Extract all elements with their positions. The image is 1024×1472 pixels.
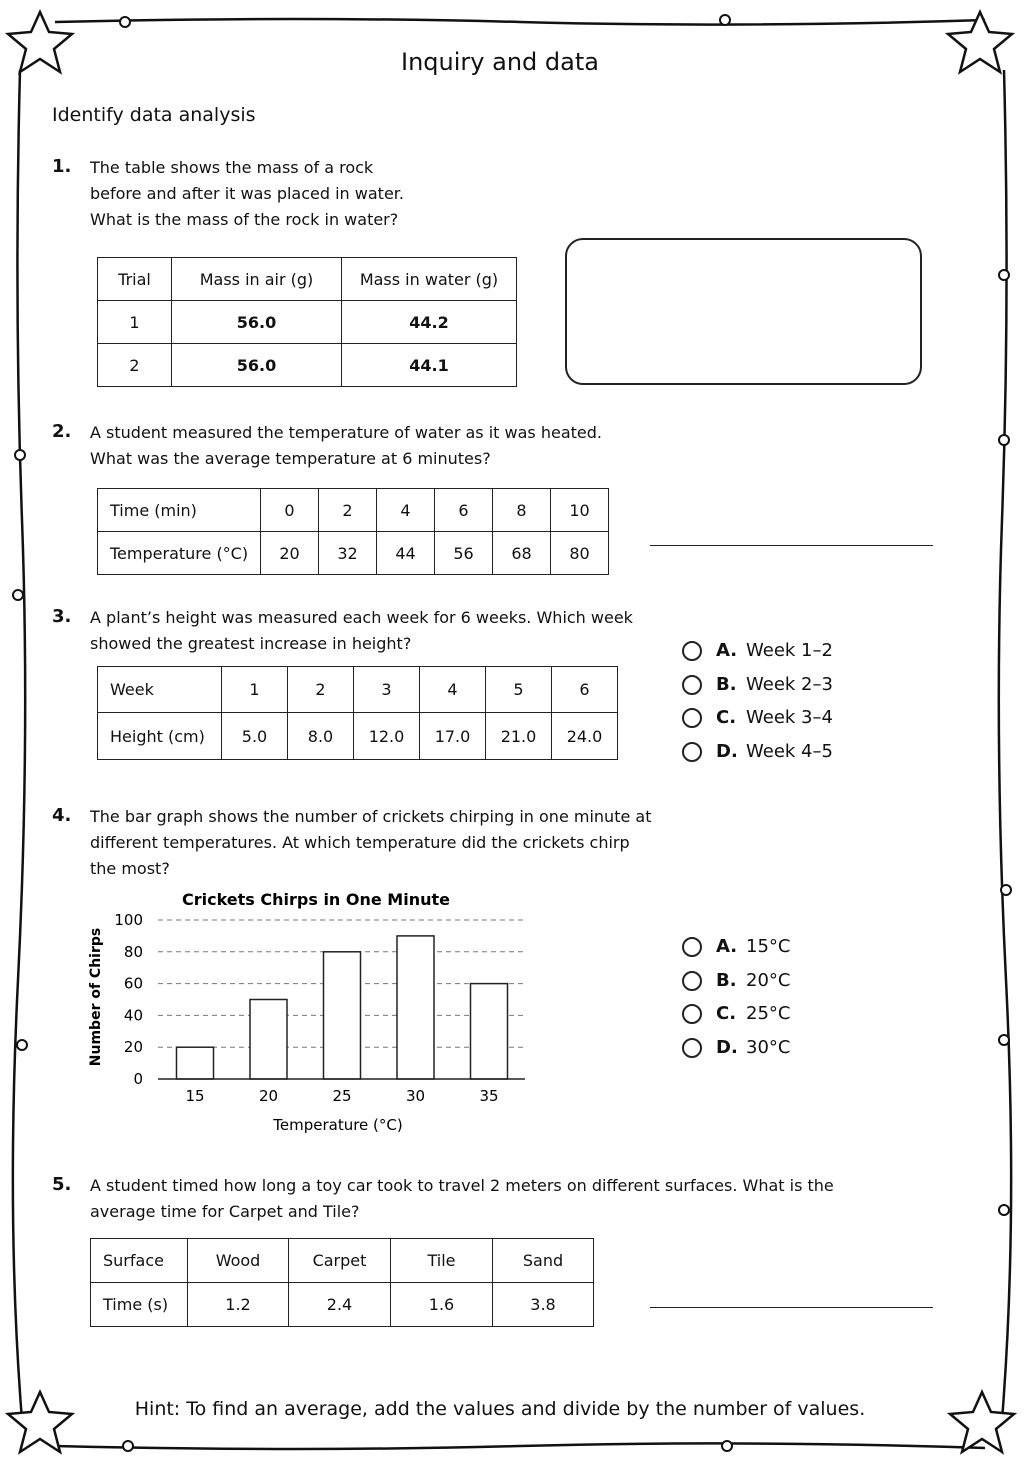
option-text: Week 3–4 bbox=[746, 707, 833, 728]
table-cell: 32 bbox=[319, 532, 377, 575]
q5-line: average time for Carpet and Tile? bbox=[90, 1202, 360, 1221]
y-axis-label: Number of Chirps bbox=[88, 927, 104, 1067]
table-cell: 2 bbox=[98, 344, 172, 387]
bar bbox=[397, 936, 434, 1079]
option-letter: B. bbox=[716, 674, 737, 695]
table-cell: 8.0 bbox=[288, 713, 354, 760]
hint-text: Hint: To find an average, add the values and divide by the number of values. bbox=[134, 1398, 866, 1420]
q3-line: A plant’s height was measured each week for 6 weeks. Which week bbox=[90, 608, 633, 627]
option-text: 20°C bbox=[746, 970, 791, 991]
radio-circle-icon[interactable] bbox=[682, 708, 702, 728]
radio-circle-icon[interactable] bbox=[682, 742, 702, 762]
y-tick-label: 100 bbox=[114, 911, 143, 929]
table-cell: 17.0 bbox=[420, 713, 486, 760]
q5-line: A student timed how long a toy car took to travel 2 meters on different surfaces. What is the bbox=[90, 1176, 834, 1195]
table-cell: 24.0 bbox=[552, 713, 618, 760]
radio-circle-icon[interactable] bbox=[682, 1004, 702, 1024]
q3-option-a[interactable] bbox=[682, 640, 833, 661]
table-cell: 20 bbox=[261, 532, 319, 575]
q1-line: The table shows the mass of a rock bbox=[90, 158, 374, 177]
q1-line: What is the mass of the rock in water? bbox=[90, 210, 399, 229]
table-cell: 21.0 bbox=[486, 713, 552, 760]
table-cell: 3.8 bbox=[493, 1283, 594, 1327]
table-cell: 1.6 bbox=[391, 1283, 493, 1327]
q4-line: The bar graph shows the number of crickets chirping in one minute at bbox=[90, 807, 652, 826]
table-cell: 5 bbox=[486, 667, 552, 713]
q2-line: A student measured the temperature of water as it was heated. bbox=[90, 423, 602, 442]
q2-table bbox=[97, 488, 609, 575]
option-letter: C. bbox=[716, 707, 737, 728]
bar-chart bbox=[80, 885, 540, 1145]
page-title: Inquiry and data bbox=[401, 48, 599, 76]
q3-line: showed the greatest increase in height? bbox=[90, 634, 412, 653]
table-cell: 2 bbox=[288, 667, 354, 713]
q5-text bbox=[90, 1173, 834, 1225]
q1-answer-box[interactable] bbox=[565, 238, 922, 385]
table-cell: 44.2 bbox=[342, 301, 517, 344]
q4-text bbox=[90, 804, 651, 882]
table-cell: 2 bbox=[319, 489, 377, 532]
table-row-label: Surface bbox=[91, 1239, 188, 1283]
table-cell: 8 bbox=[493, 489, 551, 532]
q3-table bbox=[97, 666, 618, 760]
y-tick-label: 40 bbox=[123, 1006, 143, 1025]
y-tick-label: 80 bbox=[123, 942, 143, 961]
option-letter: C. bbox=[716, 1003, 737, 1024]
q3-number: 3. bbox=[52, 606, 72, 627]
table-cell: 44 bbox=[377, 532, 435, 575]
table-cell: 4 bbox=[420, 667, 486, 713]
option-letter: A. bbox=[716, 640, 738, 661]
table-cell: 80 bbox=[551, 532, 609, 575]
q4-option-a[interactable] bbox=[682, 936, 790, 957]
table-header: Mass in air (g) bbox=[172, 258, 342, 301]
q2-number: 2. bbox=[52, 421, 72, 442]
option-text: Week 1–2 bbox=[746, 640, 833, 661]
table-row-label: Time (min) bbox=[98, 489, 261, 532]
option-text: 15°C bbox=[746, 936, 791, 957]
table-cell: 44.1 bbox=[342, 344, 517, 387]
q2-answer-line[interactable] bbox=[650, 545, 933, 546]
table-cell: 6 bbox=[552, 667, 618, 713]
q2-line: What was the average temperature at 6 minutes? bbox=[90, 449, 491, 468]
table-cell: 56.0 bbox=[172, 301, 342, 344]
option-letter: A. bbox=[716, 936, 738, 957]
table-cell: 10 bbox=[551, 489, 609, 532]
table-row-label: Week bbox=[98, 667, 222, 713]
q4-option-d[interactable] bbox=[682, 1037, 790, 1058]
table-cell: Sand bbox=[493, 1239, 594, 1283]
x-tick-label: 15 bbox=[185, 1087, 205, 1105]
radio-circle-icon[interactable] bbox=[682, 971, 702, 991]
q4-line: the most? bbox=[90, 859, 170, 878]
q3-text bbox=[90, 605, 633, 657]
q4-number: 4. bbox=[52, 805, 72, 826]
table-cell: 56 bbox=[435, 532, 493, 575]
bar bbox=[250, 1000, 287, 1080]
x-tick-label: 25 bbox=[332, 1087, 352, 1105]
q2-text bbox=[90, 420, 602, 472]
table-cell: 12.0 bbox=[354, 713, 420, 760]
chart-title: Crickets Chirps in One Minute bbox=[181, 890, 451, 909]
option-letter: D. bbox=[716, 741, 738, 762]
y-tick-label: 0 bbox=[133, 1070, 143, 1088]
option-text: Week 4–5 bbox=[746, 741, 833, 762]
option-letter: D. bbox=[716, 1037, 738, 1058]
table-cell: Tile bbox=[391, 1239, 493, 1283]
table-cell: 1.2 bbox=[188, 1283, 289, 1327]
q1-table bbox=[97, 257, 517, 387]
q4-option-c[interactable] bbox=[682, 1003, 790, 1024]
q5-table bbox=[90, 1238, 594, 1327]
q3-option-d[interactable] bbox=[682, 741, 833, 762]
q4-option-b[interactable] bbox=[682, 970, 790, 991]
x-axis-label: Temperature (°C) bbox=[273, 1116, 403, 1134]
table-cell: 1 bbox=[98, 301, 172, 344]
q1-line: before and after it was placed in water. bbox=[90, 184, 404, 203]
radio-circle-icon[interactable] bbox=[682, 675, 702, 695]
q1-number: 1. bbox=[52, 156, 72, 177]
radio-circle-icon[interactable] bbox=[682, 937, 702, 957]
table-cell: 5.0 bbox=[222, 713, 288, 760]
option-text: 30°C bbox=[746, 1037, 791, 1058]
table-cell: Carpet bbox=[289, 1239, 391, 1283]
y-tick-label: 20 bbox=[123, 1038, 143, 1057]
table-cell: 56.0 bbox=[172, 344, 342, 387]
option-text: 25°C bbox=[746, 1003, 791, 1024]
radio-circle-icon[interactable] bbox=[682, 1038, 702, 1058]
bar bbox=[177, 1047, 214, 1079]
x-tick-label: 30 bbox=[405, 1087, 426, 1105]
y-tick-label: 60 bbox=[123, 974, 143, 993]
table-row-label: Temperature (°C) bbox=[98, 532, 261, 575]
option-text: Week 2–3 bbox=[746, 674, 833, 695]
page-subtitle: Identify data analysis bbox=[52, 104, 256, 126]
table-cell: 68 bbox=[493, 532, 551, 575]
table-row-label: Height (cm) bbox=[98, 713, 222, 760]
option-letter: B. bbox=[716, 970, 737, 991]
bar bbox=[324, 952, 361, 1079]
radio-circle-icon[interactable] bbox=[682, 641, 702, 661]
q5-answer-line[interactable] bbox=[650, 1307, 933, 1308]
table-cell: 4 bbox=[377, 489, 435, 532]
q4-line: different temperatures. At which temperature did the crickets chirp bbox=[90, 833, 630, 852]
table-cell: 3 bbox=[354, 667, 420, 713]
table-cell: 2.4 bbox=[289, 1283, 391, 1327]
q3-option-c[interactable] bbox=[682, 707, 833, 728]
bar bbox=[471, 984, 508, 1079]
q5-number: 5. bbox=[52, 1174, 72, 1195]
table-header: Mass in water (g) bbox=[342, 258, 517, 301]
x-tick-label: 35 bbox=[479, 1087, 499, 1105]
table-header: Trial bbox=[98, 258, 172, 301]
table-row-label: Time (s) bbox=[91, 1283, 188, 1327]
q3-option-b[interactable] bbox=[682, 674, 833, 695]
table-cell: 6 bbox=[435, 489, 493, 532]
q1-text bbox=[90, 155, 404, 233]
table-cell: 1 bbox=[222, 667, 288, 713]
x-tick-label: 20 bbox=[258, 1087, 279, 1105]
table-cell: 0 bbox=[261, 489, 319, 532]
table-cell: Wood bbox=[188, 1239, 289, 1283]
